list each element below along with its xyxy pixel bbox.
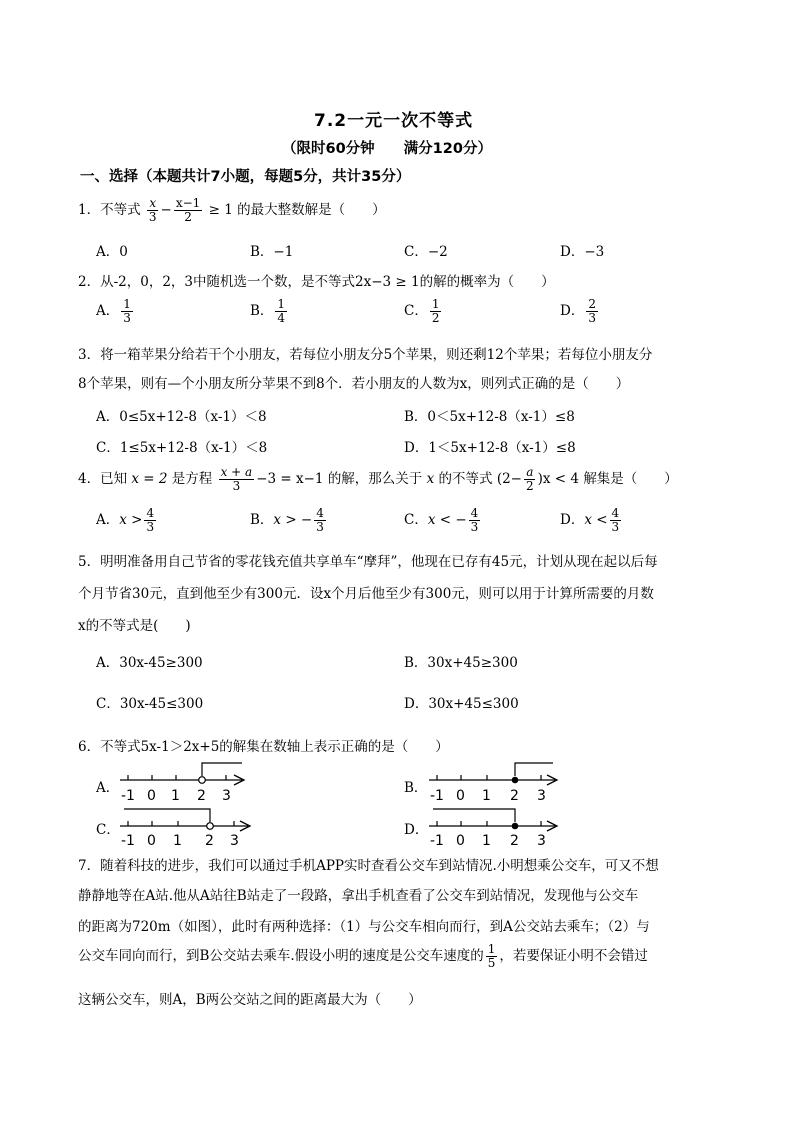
option-b[interactable]: B．30x+45≥300 xyxy=(404,655,518,671)
option-d[interactable]: D．−3 xyxy=(560,244,605,260)
question-7-line-4: 公交车同向而行，到B公交站去乘车.假设小明的速度是公交车速度的 $\frac{1}{5}$ ，若要保证小明不会错过 xyxy=(78,942,648,970)
svg-text:1: 1 xyxy=(482,833,491,849)
svg-text:3: 3 xyxy=(230,833,239,849)
question-7-line-5: 这辆公交车，则A，B两公交站之间的距离最大为（ ） xyxy=(78,992,422,1008)
option-d[interactable]: D．1＜5x+12-8（x-1）≤8 xyxy=(404,440,576,456)
svg-text:1: 1 xyxy=(171,788,180,804)
page-title: 7.2一元一次不等式 xyxy=(314,111,474,131)
question-number: 4． xyxy=(78,471,101,487)
option-a[interactable]: A．0≤5x+12-8（x-1）＜8 xyxy=(96,409,267,425)
svg-text:1: 1 xyxy=(173,833,182,849)
svg-text:2: 2 xyxy=(197,788,206,804)
question-3-line-1: 3．将一箱苹果分给若干个小朋友，若每位小朋友分5个苹果，则还剩12个苹果；若每位小朋友分 xyxy=(78,347,653,363)
option-b[interactable]: B．−1 xyxy=(250,244,294,260)
option-c[interactable]: C．30x-45≤300 xyxy=(96,696,204,712)
question-7-line-3: 的距离为720m（如图），此时有两种选择：（1）与公交车相向而行，到A公交站去乘车；（2）与 xyxy=(78,919,650,935)
option-a[interactable]: A．30x-45≥300 xyxy=(96,655,203,671)
svg-text:0: 0 xyxy=(456,833,465,849)
option-b[interactable]: B． $\frac{1}{4}$ xyxy=(250,297,286,325)
question-number: 1． xyxy=(78,202,101,218)
svg-text:0: 0 xyxy=(147,833,156,849)
svg-text:-1: -1 xyxy=(430,833,444,849)
section-heading: 一、选择（本题共计7小题，每题5分，共计35分） xyxy=(80,169,411,185)
svg-text:0: 0 xyxy=(456,788,465,804)
number-line-c xyxy=(118,803,258,849)
option-a[interactable]: A． xyxy=(96,780,120,796)
svg-text:3: 3 xyxy=(222,788,231,804)
question-7-line-2: 静静地等在A站.他从A站往B站走了一段路，拿出手机查看了公交车到站情况，发现他与公交车 xyxy=(78,888,639,904)
svg-text:2: 2 xyxy=(510,788,519,804)
option-b[interactable]: B．x > − $\frac{4}{3}$ xyxy=(250,506,324,534)
question-1: 1．不等式 $\frac{x}{3}$ − $\frac{x-1}{2}$ ≥ 1 的最大整数解是（ ） xyxy=(78,196,386,224)
fraction: $\frac{x-1}{2}$ xyxy=(175,196,201,224)
fraction: $\frac{x}{3}$ xyxy=(148,196,157,224)
number-line-a xyxy=(118,758,258,804)
svg-text:1: 1 xyxy=(482,788,491,804)
question-5-line-1: 5．明明准备用自己节省的零花钱充值共享单车“摩拜”，他现在已存有45元，计划从现在起以后每 xyxy=(78,554,658,570)
svg-text:-1: -1 xyxy=(121,788,135,804)
option-c[interactable]: C． xyxy=(96,822,120,838)
question-4: 4．已知 x = 2 是方程 $\frac{x + a}{3}$ −3 = x−1 的解，那么关于 x 的不等式 (2− $\frac{a}{2}$ )x < 4 解集是（ ） xyxy=(78,465,678,493)
option-c[interactable]: C．−2 xyxy=(404,244,448,260)
svg-text:-1: -1 xyxy=(121,833,135,849)
number-line-d xyxy=(427,803,567,849)
page-subtitle: （限时60分钟 满分120分） xyxy=(282,141,492,157)
question-6: 6．不等式5x-1＞2x+5的解集在数轴上表示正确的是（ ） xyxy=(78,739,449,755)
question-7-line-1: 7．随着科技的进步，我们可以通过手机APP实时查看公交车到站情况.小明想乘公交车，可又不想 xyxy=(78,858,659,874)
option-d[interactable]: D．30x+45≤300 xyxy=(404,696,519,712)
question-2: 2．从-2，0，2，3中随机选一个数，是不等式2x−3 ≥ 1的解的概率为（ ） xyxy=(78,274,555,290)
option-b[interactable]: B．0＜5x+12-8（x-1）≤8 xyxy=(404,409,575,425)
svg-text:3: 3 xyxy=(537,833,546,849)
option-b[interactable]: B． xyxy=(404,780,428,796)
option-a[interactable]: A．0 xyxy=(96,244,128,260)
option-c[interactable]: C．1≤5x+12-8（x-1）＜8 xyxy=(96,440,268,456)
option-d[interactable]: D． xyxy=(404,822,429,838)
svg-text:3: 3 xyxy=(537,788,546,804)
svg-text:-1: -1 xyxy=(430,788,444,804)
svg-text:0: 0 xyxy=(147,788,156,804)
question-3-line-2: 8个苹果，则有—个小朋友所分苹果不到8个．若小朋友的人数为x，则列式正确的是（ ） xyxy=(78,376,630,392)
svg-text:2: 2 xyxy=(205,833,214,849)
option-c[interactable]: C．x < − $\frac{4}{3}$ xyxy=(404,506,479,534)
option-a[interactable]: A． $\frac{1}{3}$ xyxy=(96,297,131,325)
option-d[interactable]: D．x < $\frac{4}{3}$ xyxy=(560,506,620,534)
question-5-line-2: 个月节省30元，直到他至少有300元．设x个月后他至少有300元，则可以用于计算所需要的月数 xyxy=(78,586,654,602)
option-a[interactable]: A．x > $\frac{4}{3}$ xyxy=(96,506,155,534)
option-d[interactable]: D． $\frac{2}{3}$ xyxy=(560,297,596,325)
option-c[interactable]: C． $\frac{1}{2}$ xyxy=(404,297,440,325)
number-line-b xyxy=(427,758,567,804)
question-5-line-3: x的不等式是( ) xyxy=(78,618,191,634)
svg-text:2: 2 xyxy=(510,833,519,849)
